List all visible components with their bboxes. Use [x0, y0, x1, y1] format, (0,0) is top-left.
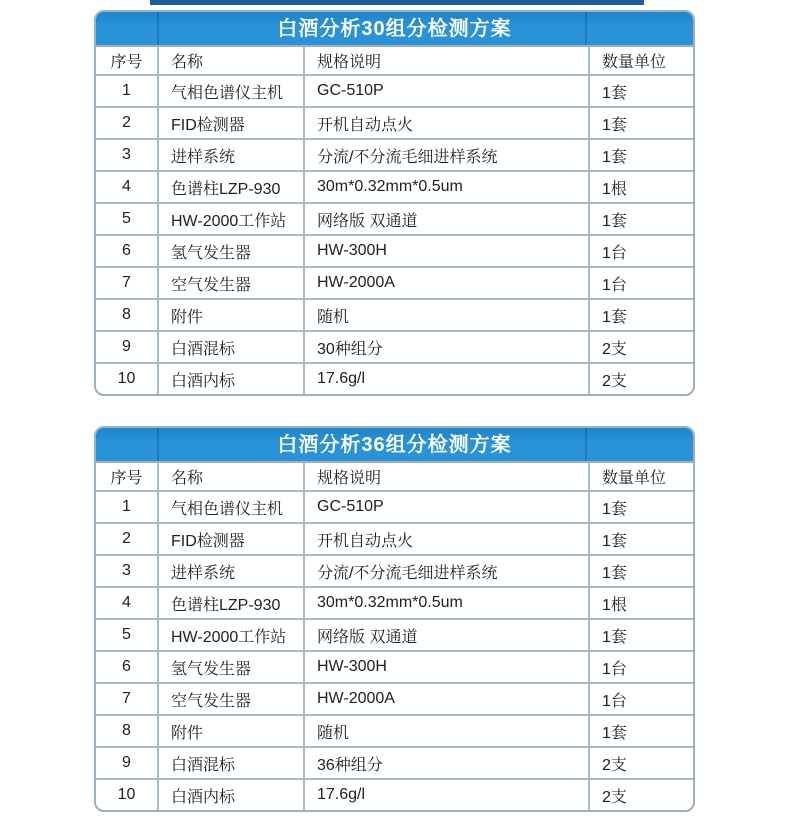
cell-index: 1	[96, 491, 158, 523]
table-row	[96, 139, 693, 171]
cell-spec: HW-300H	[304, 651, 589, 683]
cell-qty: 1套	[589, 139, 693, 171]
cell-name: HW-2000工作站	[158, 619, 304, 651]
cell-spec: 36种组分	[304, 747, 589, 779]
spec-table	[96, 463, 693, 810]
cell-name: 色谱柱LZP-930	[158, 171, 304, 203]
table-row	[96, 235, 693, 267]
spec-table	[96, 47, 693, 394]
cell-name: 附件	[158, 715, 304, 747]
table-title: 白酒分析30组分检测方案	[277, 17, 512, 40]
cell-spec: 随机	[304, 715, 589, 747]
table-row	[96, 491, 693, 523]
column-header-row	[96, 463, 693, 491]
cell-spec: 30m*0.32mm*0.5um	[304, 171, 589, 203]
cell-name: 附件	[158, 299, 304, 331]
cell-name: 空气发生器	[158, 267, 304, 299]
column-header-spec: 规格说明	[304, 47, 589, 75]
cell-index: 2	[96, 107, 158, 139]
cell-qty: 1套	[589, 203, 693, 235]
cell-index: 7	[96, 683, 158, 715]
cell-spec: GC-510P	[304, 491, 589, 523]
cell-name: 气相色谱仪主机	[158, 75, 304, 107]
table-row	[96, 715, 693, 747]
cell-name: 进样系统	[158, 139, 304, 171]
cell-index: 7	[96, 267, 158, 299]
cell-spec: HW-300H	[304, 235, 589, 267]
table-row	[96, 203, 693, 235]
cell-qty: 1套	[589, 491, 693, 523]
cell-index: 2	[96, 523, 158, 555]
cell-name: 气相色谱仪主机	[158, 491, 304, 523]
cell-qty: 1台	[589, 267, 693, 299]
title-bar-divider	[585, 428, 587, 461]
cell-name: 氢气发生器	[158, 651, 304, 683]
cell-name: 白酒混标	[158, 747, 304, 779]
cell-name: FID检测器	[158, 107, 304, 139]
cell-index: 5	[96, 619, 158, 651]
cell-qty: 1套	[589, 619, 693, 651]
cell-index: 10	[96, 363, 158, 394]
table-row	[96, 779, 693, 810]
cell-qty: 1台	[589, 651, 693, 683]
cell-spec: HW-2000A	[304, 683, 589, 715]
cell-name: 氢气发生器	[158, 235, 304, 267]
cell-index: 3	[96, 139, 158, 171]
cell-spec: HW-2000A	[304, 267, 589, 299]
cell-index: 3	[96, 555, 158, 587]
table-title-bar	[96, 12, 693, 47]
cell-index: 6	[96, 235, 158, 267]
cell-qty: 1套	[589, 107, 693, 139]
table-title: 白酒分析36组分检测方案	[277, 433, 512, 456]
cell-spec: 开机自动点火	[304, 107, 589, 139]
cell-spec: 开机自动点火	[304, 523, 589, 555]
table-row	[96, 587, 693, 619]
table-row	[96, 651, 693, 683]
title-bar-divider	[157, 12, 159, 45]
cell-spec: 分流/不分流毛细进样系统	[304, 555, 589, 587]
cell-spec: 30m*0.32mm*0.5um	[304, 587, 589, 619]
column-header-name: 名称	[158, 463, 304, 491]
table-row	[96, 267, 693, 299]
cell-spec: 网络版 双通道	[304, 619, 589, 651]
cell-index: 10	[96, 779, 158, 810]
cell-name: HW-2000工作站	[158, 203, 304, 235]
scheme-table-36	[94, 426, 695, 812]
cell-qty: 1套	[589, 715, 693, 747]
column-header-row	[96, 47, 693, 75]
cell-index: 4	[96, 587, 158, 619]
cell-index: 9	[96, 331, 158, 363]
cell-name: 白酒内标	[158, 779, 304, 810]
cell-qty: 1根	[589, 587, 693, 619]
cell-spec: 17.6g/l	[304, 779, 589, 810]
cell-name: 色谱柱LZP-930	[158, 587, 304, 619]
cell-qty: 2支	[589, 747, 693, 779]
cell-index: 1	[96, 75, 158, 107]
cell-spec: 17.6g/l	[304, 363, 589, 394]
cell-qty: 1套	[589, 75, 693, 107]
table-row	[96, 299, 693, 331]
cell-index: 9	[96, 747, 158, 779]
cell-qty: 1套	[589, 523, 693, 555]
cell-qty: 1根	[589, 171, 693, 203]
cell-qty: 2支	[589, 331, 693, 363]
table-row	[96, 523, 693, 555]
column-header-qty: 数量单位	[589, 47, 693, 75]
table-row	[96, 619, 693, 651]
cell-index: 6	[96, 651, 158, 683]
title-bar-divider	[157, 428, 159, 461]
scheme-table-30	[94, 10, 695, 396]
cell-qty: 1台	[589, 683, 693, 715]
cell-name: 白酒内标	[158, 363, 304, 394]
cell-qty: 2支	[602, 372, 627, 390]
cell-index: 5	[96, 203, 158, 235]
table-row	[96, 747, 693, 779]
column-header-index: 序号	[96, 47, 158, 75]
table-row	[96, 171, 693, 203]
column-header-index: 序号	[96, 463, 158, 491]
cell-name: 进样系统	[158, 555, 304, 587]
column-header-qty: 数量单位	[589, 463, 693, 491]
title-bar-divider	[585, 12, 587, 45]
column-header-name: 名称	[158, 47, 304, 75]
column-header-spec: 规格说明	[304, 463, 589, 491]
cell-spec: 随机	[304, 299, 589, 331]
cell-spec: 30种组分	[304, 331, 589, 363]
cell-spec: 网络版 双通道	[304, 203, 589, 235]
cell-qty: 1套	[589, 299, 693, 331]
cell-name: FID检测器	[158, 523, 304, 555]
table-row	[96, 75, 693, 107]
cell-index: 4	[96, 171, 158, 203]
table-row	[96, 107, 693, 139]
table-row	[96, 363, 693, 394]
table-row	[96, 331, 693, 363]
cell-index: 8	[96, 299, 158, 331]
top-accent-bar	[150, 0, 644, 5]
cell-spec: 分流/不分流毛细进样系统	[304, 139, 589, 171]
table-title-bar	[96, 428, 693, 463]
cell-name: 空气发生器	[158, 683, 304, 715]
cell-qty: 1台	[589, 235, 693, 267]
cell-name: 白酒混标	[158, 331, 304, 363]
cell-qty: 2支	[602, 788, 627, 806]
cell-spec: GC-510P	[304, 75, 589, 107]
cell-index: 8	[96, 715, 158, 747]
cell-qty: 1套	[589, 555, 693, 587]
table-row	[96, 555, 693, 587]
table-row	[96, 683, 693, 715]
